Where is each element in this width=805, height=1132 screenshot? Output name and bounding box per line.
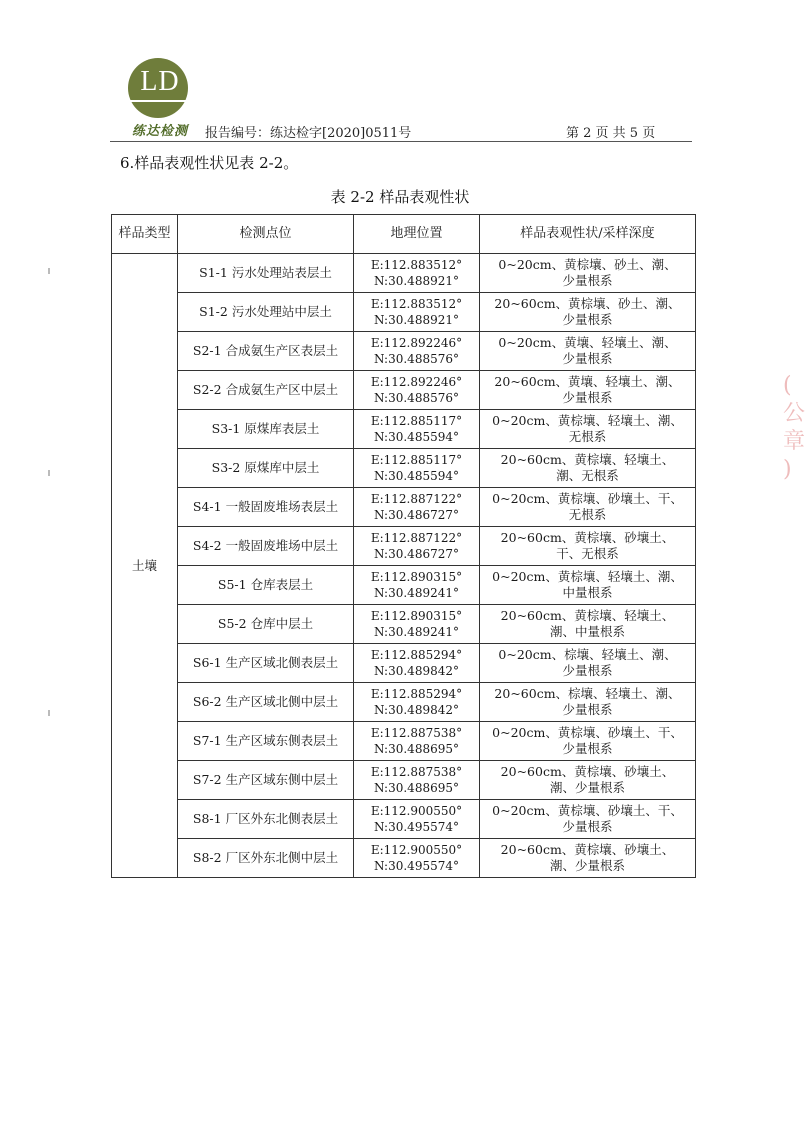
description-cell <box>480 644 696 683</box>
latitude-text: N:30.495574° <box>373 859 459 873</box>
description-line: 少量根系 <box>562 663 613 678</box>
description-line: 20~60cm、棕壤、轻壤土、潮、 <box>494 686 681 701</box>
description-line: 20~60cm、黄棕壤、轻壤土、 <box>500 608 675 623</box>
location-cell <box>354 605 480 644</box>
description-line: 少量根系 <box>562 312 613 327</box>
description-line: 0~20cm、黄壤、轻壤土、潮、 <box>498 335 677 350</box>
longitude-text: E:112.890315° <box>370 609 463 623</box>
column-header-point: 检测点位 <box>178 215 354 254</box>
point-cell: S7-1 生产区域东侧表层土 <box>178 722 354 761</box>
location-cell <box>354 254 480 293</box>
description-line: 潮、中量根系 <box>549 624 625 639</box>
company-logo <box>120 52 200 140</box>
description-line: 少量根系 <box>562 819 613 834</box>
longitude-text: E:112.885294° <box>370 648 463 662</box>
table-row <box>112 683 696 722</box>
table-caption: 表 2-2 样品表观性状 <box>330 188 470 206</box>
latitude-text: N:30.486727° <box>373 508 459 522</box>
description-line: 0~20cm、黄棕壤、砂壤土、干、 <box>492 491 683 506</box>
location-cell <box>354 644 480 683</box>
table-header-row <box>112 215 696 254</box>
column-header-description: 样品表观性状/采样深度 <box>480 215 696 254</box>
longitude-text: E:112.887122° <box>370 531 463 545</box>
table-body <box>112 254 696 878</box>
description-line: 少量根系 <box>562 351 613 366</box>
description-cell <box>480 449 696 488</box>
binding-mark <box>48 710 50 716</box>
table-row <box>112 800 696 839</box>
latitude-text: N:30.488695° <box>373 742 459 756</box>
table-row <box>112 410 696 449</box>
description-cell <box>480 254 696 293</box>
latitude-text: N:30.489842° <box>373 664 459 678</box>
binding-mark <box>48 470 50 476</box>
table-row <box>112 293 696 332</box>
location-cell <box>354 410 480 449</box>
latitude-text: N:30.488576° <box>373 391 459 405</box>
description-line: 潮、少量根系 <box>549 780 625 795</box>
latitude-text: N:30.485594° <box>373 430 459 444</box>
latitude-text: N:30.489241° <box>373 586 459 600</box>
latitude-text: N:30.489241° <box>373 625 459 639</box>
description-line: 20~60cm、黄棕壤、砂壤土、 <box>500 764 675 779</box>
description-line: 0~20cm、黄棕壤、轻壤土、潮、 <box>492 569 683 584</box>
latitude-text: N:30.488695° <box>373 781 459 795</box>
description-line: 20~60cm、黄棕壤、砂土、潮、 <box>494 296 681 311</box>
description-cell <box>480 332 696 371</box>
header-divider <box>110 141 692 142</box>
description-line: 0~20cm、黄棕壤、砂壤土、干、 <box>492 725 683 740</box>
location-cell <box>354 683 480 722</box>
location-cell <box>354 761 480 800</box>
location-cell <box>354 566 480 605</box>
description-line: 0~20cm、黄棕壤、砂壤土、干、 <box>492 803 683 818</box>
latitude-text: N:30.485594° <box>373 469 459 483</box>
description-line: 无根系 <box>568 507 607 522</box>
description-cell <box>480 683 696 722</box>
description-line: 20~60cm、黄棕壤、砂壤土、 <box>500 842 675 857</box>
sample-type-cell: 土壤 <box>112 254 178 878</box>
logo-stripe <box>120 100 198 102</box>
location-cell <box>354 371 480 410</box>
latitude-text: N:30.488921° <box>373 313 459 327</box>
description-cell <box>480 605 696 644</box>
report-number: 报告编号：练达检字[2020]0511号 <box>205 126 412 141</box>
description-line: 少量根系 <box>562 390 613 405</box>
longitude-text: E:112.900550° <box>370 804 463 818</box>
sample-appearance-table <box>111 214 696 878</box>
longitude-text: E:112.883512° <box>370 297 463 311</box>
description-line: 0~20cm、棕壤、轻壤土、潮、 <box>498 647 677 662</box>
point-cell: S6-1 生产区域北侧表层土 <box>178 644 354 683</box>
table-row <box>112 605 696 644</box>
description-line: 无根系 <box>568 429 607 444</box>
location-cell <box>354 488 480 527</box>
longitude-text: E:112.900550° <box>370 843 463 857</box>
description-cell <box>480 839 696 878</box>
longitude-text: E:112.887122° <box>370 492 463 506</box>
table-row <box>112 449 696 488</box>
location-cell <box>354 449 480 488</box>
longitude-text: E:112.892246° <box>370 336 463 350</box>
description-line: 干、无根系 <box>556 546 619 561</box>
point-cell: S4-2 一般固废堆场中层土 <box>178 527 354 566</box>
longitude-text: E:112.892246° <box>370 375 463 389</box>
point-cell: S3-2 原煤库中层土 <box>178 449 354 488</box>
description-cell <box>480 488 696 527</box>
description-line: 潮、无根系 <box>556 468 619 483</box>
latitude-text: N:30.486727° <box>373 547 459 561</box>
table-row <box>112 644 696 683</box>
longitude-text: E:112.885117° <box>370 453 463 467</box>
point-cell: S6-2 生产区域北侧中层土 <box>178 683 354 722</box>
point-cell: S5-2 仓库中层土 <box>178 605 354 644</box>
longitude-text: E:112.885294° <box>370 687 463 701</box>
table-row <box>112 254 696 293</box>
description-line: 0~20cm、黄棕壤、砂土、潮、 <box>498 257 677 272</box>
description-cell <box>480 722 696 761</box>
page-indicator: 第 2 页 共 5 页 <box>566 126 656 141</box>
description-line: 少量根系 <box>562 273 613 288</box>
point-cell: S8-1 厂区外东北侧表层土 <box>178 800 354 839</box>
description-line: 少量根系 <box>562 741 613 756</box>
description-line: 0~20cm、黄棕壤、轻壤土、潮、 <box>492 413 683 428</box>
point-cell: S4-1 一般固废堆场表层土 <box>178 488 354 527</box>
table-row <box>112 566 696 605</box>
latitude-text: N:30.495574° <box>373 820 459 834</box>
description-line: 20~60cm、黄壤、轻壤土、潮、 <box>494 374 681 389</box>
column-header-location: 地理位置 <box>354 215 480 254</box>
table-row <box>112 722 696 761</box>
description-cell <box>480 527 696 566</box>
description-line: 少量根系 <box>562 702 613 717</box>
point-cell: S2-1 合成氨生产区表层土 <box>178 332 354 371</box>
description-line: 中量根系 <box>562 585 613 600</box>
description-cell <box>480 800 696 839</box>
description-cell <box>480 761 696 800</box>
description-line: 20~60cm、黄棕壤、砂壤土、 <box>500 530 675 545</box>
logo-letters: LD <box>140 66 180 97</box>
point-cell: S3-1 原煤库表层土 <box>178 410 354 449</box>
column-header-sample-type: 样品类型 <box>112 215 178 254</box>
point-cell: S8-2 厂区外东北侧中层土 <box>178 839 354 878</box>
latitude-text: N:30.488576° <box>373 352 459 366</box>
description-line: 潮、少量根系 <box>549 858 625 873</box>
point-cell: S1-2 污水处理站中层土 <box>178 293 354 332</box>
table-row <box>112 371 696 410</box>
description-line: 20~60cm、黄棕壤、轻壤土、 <box>500 452 675 467</box>
location-cell <box>354 332 480 371</box>
longitude-text: E:112.887538° <box>370 726 463 740</box>
location-cell <box>354 800 480 839</box>
table-row <box>112 839 696 878</box>
location-cell <box>354 293 480 332</box>
point-cell: S1-1 污水处理站表层土 <box>178 254 354 293</box>
longitude-text: E:112.883512° <box>370 258 463 272</box>
latitude-text: N:30.488921° <box>373 274 459 288</box>
description-cell <box>480 293 696 332</box>
latitude-text: N:30.489842° <box>373 703 459 717</box>
location-cell <box>354 722 480 761</box>
table-row <box>112 761 696 800</box>
longitude-text: E:112.887538° <box>370 765 463 779</box>
point-cell: S7-2 生产区域东侧中层土 <box>178 761 354 800</box>
description-cell <box>480 566 696 605</box>
description-cell <box>480 371 696 410</box>
description-cell <box>480 410 696 449</box>
point-cell: S5-1 仓库表层土 <box>178 566 354 605</box>
point-cell: S2-2 合成氨生产区中层土 <box>178 371 354 410</box>
logo-text: 练达检测 <box>131 124 188 139</box>
location-cell <box>354 527 480 566</box>
table-row <box>112 527 696 566</box>
table-row <box>112 488 696 527</box>
table-row <box>112 332 696 371</box>
section-heading: 6.样品表观性状见表 2-2。 <box>120 154 299 172</box>
longitude-text: E:112.885117° <box>370 414 463 428</box>
location-cell <box>354 839 480 878</box>
seal-edge-mark: ( 公 章 ) <box>783 373 805 482</box>
longitude-text: E:112.890315° <box>370 570 463 584</box>
binding-mark <box>48 268 50 274</box>
